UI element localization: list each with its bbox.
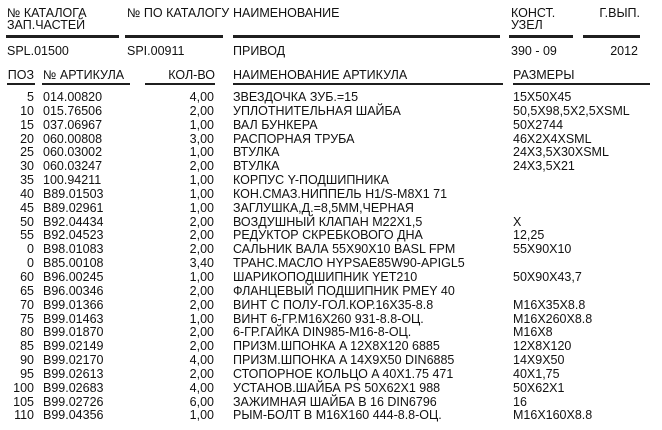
- catalog-no-label-line1: № КАТАЛОГА: [7, 6, 87, 20]
- table-body: [0, 91, 662, 423]
- cell-size: 16: [513, 394, 527, 409]
- cell-qty: 4,00: [189, 90, 214, 104]
- cell-pos: 75: [20, 311, 34, 326]
- cell-name: КОН.СМАЗ.НИППЕЛЬ H1/S-M8X1 71: [233, 186, 448, 201]
- table-row: [0, 299, 662, 313]
- column-rule: [233, 83, 503, 85]
- cell-name: ВОЗДУШНЫЙ КЛАПАН M22X1,5: [233, 214, 423, 229]
- design-unit-label-line2: УЗЕЛ: [511, 17, 543, 32]
- cell-name: ВАЛ БУНКЕРА: [233, 117, 318, 132]
- cell-qty: 6,00: [189, 394, 214, 409]
- cell-size: 50X62X1: [513, 380, 565, 395]
- cell-size: 40X1,75: [513, 366, 560, 381]
- design-unit-label: [511, 8, 555, 31]
- cell-pos: 15: [20, 117, 34, 132]
- cell-articul: B92.04434: [43, 214, 104, 229]
- cell-name: ПРИЗМ.ШПОНКА A 12X8X120 6885: [233, 339, 440, 354]
- divider: [125, 35, 223, 38]
- cell-name: СТОПОРНОЕ КОЛЬЦО A 40X1.75 471: [233, 366, 454, 381]
- column-header-pos: ПОЗ: [7, 68, 34, 82]
- cell-name: ВТУЛКА: [233, 145, 280, 160]
- cell-articul: B89.01503: [43, 186, 104, 201]
- cell-pos: 80: [20, 325, 34, 340]
- cell-pos: 25: [20, 145, 34, 160]
- divider: [233, 35, 500, 38]
- catalog-no-value: SPL.01500: [7, 44, 69, 58]
- column-rule: [7, 83, 35, 85]
- cell-articul: B98.01083: [43, 242, 104, 257]
- cell-qty: 1,00: [189, 117, 214, 132]
- cell-pos: 70: [20, 297, 34, 312]
- cell-pos: 0: [27, 256, 34, 271]
- cell-name: САЛЬНИК ВАЛА 55X90X10 BASL FPM: [233, 242, 456, 257]
- cell-articul: B96.00346: [43, 283, 104, 298]
- cell-articul: B99.01870: [43, 325, 104, 340]
- column-header-qty: КОЛ-ВО: [168, 68, 215, 82]
- table-row: [0, 340, 662, 354]
- cell-pos: 35: [20, 173, 34, 188]
- cell-name: ЗАЖИМНАЯ ШАЙБА B 16 DIN6796: [233, 394, 437, 409]
- cell-size: 50X90X43,7: [513, 269, 582, 284]
- cell-pos: 55: [20, 228, 34, 243]
- cell-pos: 45: [20, 200, 34, 215]
- cell-qty: 2,00: [189, 325, 214, 340]
- cell-qty: 2,00: [189, 214, 214, 229]
- table-row: [0, 326, 662, 340]
- cell-pos: 60: [20, 269, 34, 284]
- cell-size: X: [513, 214, 522, 229]
- cell-articul: 037.06967: [43, 117, 103, 132]
- table-row: [0, 257, 662, 271]
- table-row: [0, 285, 662, 299]
- table-row: [0, 174, 662, 188]
- catalog-no-label: [7, 8, 87, 31]
- cell-name: ВИНТ 6-ГР.M16X260 931-8.8-ОЦ.: [233, 311, 424, 326]
- cell-articul: B99.02683: [43, 380, 104, 395]
- cell-articul: 014.00820: [43, 90, 103, 104]
- cell-articul: B99.02726: [43, 394, 104, 409]
- cell-qty: 4,00: [189, 380, 214, 395]
- cell-qty: 3,40: [189, 256, 214, 271]
- cell-pos: 20: [20, 131, 34, 146]
- table-row: [0, 354, 662, 368]
- column-header-articul: № АРТИКУЛА: [43, 68, 125, 82]
- design-unit-label-line1: КОНСТ.: [511, 6, 556, 20]
- cell-pos: 5: [27, 90, 34, 104]
- cell-pos: 95: [20, 366, 34, 381]
- table-row: [0, 216, 662, 230]
- cell-name: ЗАГЛУШКА,Д.=8,5ММ,ЧЕРНАЯ: [233, 200, 414, 215]
- cell-articul: B99.04356: [43, 408, 104, 423]
- cell-name: РЫМ-БОЛТ B M16X160 444-8.8-ОЦ.: [233, 408, 442, 423]
- item-name-label: НАИМЕНОВАНИЕ: [233, 6, 340, 20]
- cell-name: УСТАНОВ.ШАЙБА PS 50X62X1 988: [233, 380, 441, 395]
- column-rule: [42, 83, 130, 85]
- cell-size: 24X3,5X30XSML: [513, 145, 609, 160]
- cell-pos: 30: [20, 159, 34, 174]
- cell-qty: 1,00: [189, 173, 214, 188]
- cell-qty: 1,00: [189, 186, 214, 201]
- cell-name: ПРИЗМ.ШПОНКА A 14X9X50 DIN6885: [233, 353, 455, 368]
- table-row: [0, 396, 662, 410]
- cell-name: ТРАНС.МАСЛО HYPSAE85W90-APIGL5: [233, 256, 465, 271]
- cell-name: ВТУЛКА: [233, 159, 280, 174]
- cell-pos: 110: [14, 408, 34, 423]
- cell-name: РЕДУКТОР СКРЕБКОВОГО ДНА: [233, 228, 423, 243]
- cell-articul: B92.04523: [43, 228, 104, 243]
- cell-pos: 100: [13, 380, 34, 395]
- cell-size: 12X8X120: [513, 339, 572, 354]
- cell-name: ШАРИКОПОДШИПНИК YET210: [233, 269, 418, 284]
- cell-size: M16X8: [513, 325, 553, 340]
- cell-articul: 060.03002: [43, 145, 103, 160]
- cell-size: 46X2X4XSML: [513, 131, 592, 146]
- cell-articul: 060.00808: [43, 131, 103, 146]
- cell-articul: B99.01366: [43, 297, 104, 312]
- cell-qty: 2,00: [189, 103, 214, 118]
- table-row: [0, 243, 662, 257]
- table-row: [0, 202, 662, 216]
- table-row: [0, 133, 662, 147]
- cell-articul: B85.00108: [43, 256, 104, 271]
- cell-size: 50X2744: [513, 117, 564, 132]
- cell-size: M16X160X8.8: [513, 408, 593, 423]
- cell-qty: 1,00: [189, 311, 214, 326]
- item-name-value: ПРИВОД: [233, 44, 286, 58]
- cell-name: УПЛОТНИТЕЛЬНАЯ ШАЙБА: [233, 103, 401, 118]
- cell-articul: B99.02170: [43, 353, 104, 368]
- cell-articul: B89.02961: [43, 200, 104, 215]
- divider: [583, 35, 640, 38]
- divider: [509, 35, 573, 38]
- column-rule: [145, 83, 215, 85]
- year-value: 2012: [610, 44, 638, 58]
- cell-name: ФЛАНЦЕВЫЙ ПОДШИПНИК PMEY 40: [233, 283, 455, 298]
- cell-size: 15X50X45: [513, 90, 572, 104]
- table-row: [0, 119, 662, 133]
- cell-size: 50,5X98,5X2,5XSML: [513, 103, 630, 118]
- cell-size: M16X35X8.8: [513, 297, 586, 312]
- cell-qty: 1,00: [189, 269, 214, 284]
- cell-articul: 100.94211: [43, 173, 102, 188]
- cell-qty: 2,00: [189, 297, 214, 312]
- column-rule: [513, 83, 650, 85]
- cell-qty: 2,00: [189, 159, 214, 174]
- cell-qty: 1,00: [189, 408, 214, 423]
- design-unit-value: 390 - 09: [511, 44, 557, 58]
- cell-name: КОРПУС Y-ПОДШИПНИКА: [233, 173, 389, 188]
- catalog-no-label-line2: ЗАП.ЧАСТЕЙ: [7, 17, 86, 32]
- table-row: [0, 368, 662, 382]
- cell-pos: 90: [20, 353, 34, 368]
- cell-size: 24X3,5X21: [513, 159, 575, 174]
- cell-qty: 4,00: [189, 353, 214, 368]
- table-row: [0, 105, 662, 119]
- cell-articul: 060.03247: [43, 159, 103, 174]
- cell-articul: B99.01463: [43, 311, 104, 326]
- cell-articul: B99.02613: [43, 366, 104, 381]
- cell-pos: 0: [27, 242, 34, 257]
- cell-pos: 40: [20, 186, 34, 201]
- cell-name: ВИНТ С ПОЛУ-ГОЛ.КОР.16X35-8.8: [233, 297, 434, 312]
- cell-size: 55X90X10: [513, 242, 572, 257]
- table-row: [0, 271, 662, 285]
- cell-articul: B96.00245: [43, 269, 104, 284]
- cell-qty: 2,00: [189, 228, 214, 243]
- cell-name: РАСПОРНАЯ ТРУБА: [233, 131, 355, 146]
- table-row: [0, 91, 662, 105]
- cell-pos: 105: [13, 394, 34, 409]
- year-label: Г.ВЫП.: [599, 6, 640, 20]
- table-row: [0, 160, 662, 174]
- divider: [6, 35, 119, 38]
- cell-pos: 10: [20, 103, 34, 118]
- table-row: [0, 188, 662, 202]
- column-header-name: НАИМЕНОВАНИЕ АРТИКУЛА: [233, 68, 408, 82]
- table-row: [0, 409, 662, 423]
- cell-qty: 2,00: [189, 283, 214, 298]
- cell-pos: 65: [20, 283, 34, 298]
- cell-qty: 1,00: [189, 145, 214, 160]
- cell-qty: 2,00: [189, 339, 214, 354]
- table-row: [0, 229, 662, 243]
- cell-pos: 85: [20, 339, 34, 354]
- table-row: [0, 146, 662, 160]
- cell-qty: 1,00: [189, 200, 214, 215]
- catalog-ref-label: № ПО КАТАЛОГУ: [127, 6, 230, 20]
- cell-name: ЗВЕЗДОЧКА ЗУБ.=15: [233, 90, 359, 104]
- catalog-ref-value: SPI.00911: [127, 44, 185, 58]
- cell-qty: 2,00: [189, 242, 214, 257]
- cell-qty: 3,00: [189, 131, 214, 146]
- cell-articul: B99.02149: [43, 339, 104, 354]
- cell-name: 6-ГР.ГАЙКА DIN985-M16-8-ОЦ.: [233, 325, 412, 340]
- cell-articul: 015.76506: [43, 103, 103, 118]
- cell-size: M16X260X8.8: [513, 311, 593, 326]
- cell-size: 12,25: [513, 228, 545, 243]
- cell-size: 14X9X50: [513, 353, 565, 368]
- cell-pos: 50: [20, 214, 34, 229]
- column-header-size: РАЗМЕРЫ: [513, 68, 575, 82]
- cell-qty: 2,00: [189, 366, 214, 381]
- table-row: [0, 382, 662, 396]
